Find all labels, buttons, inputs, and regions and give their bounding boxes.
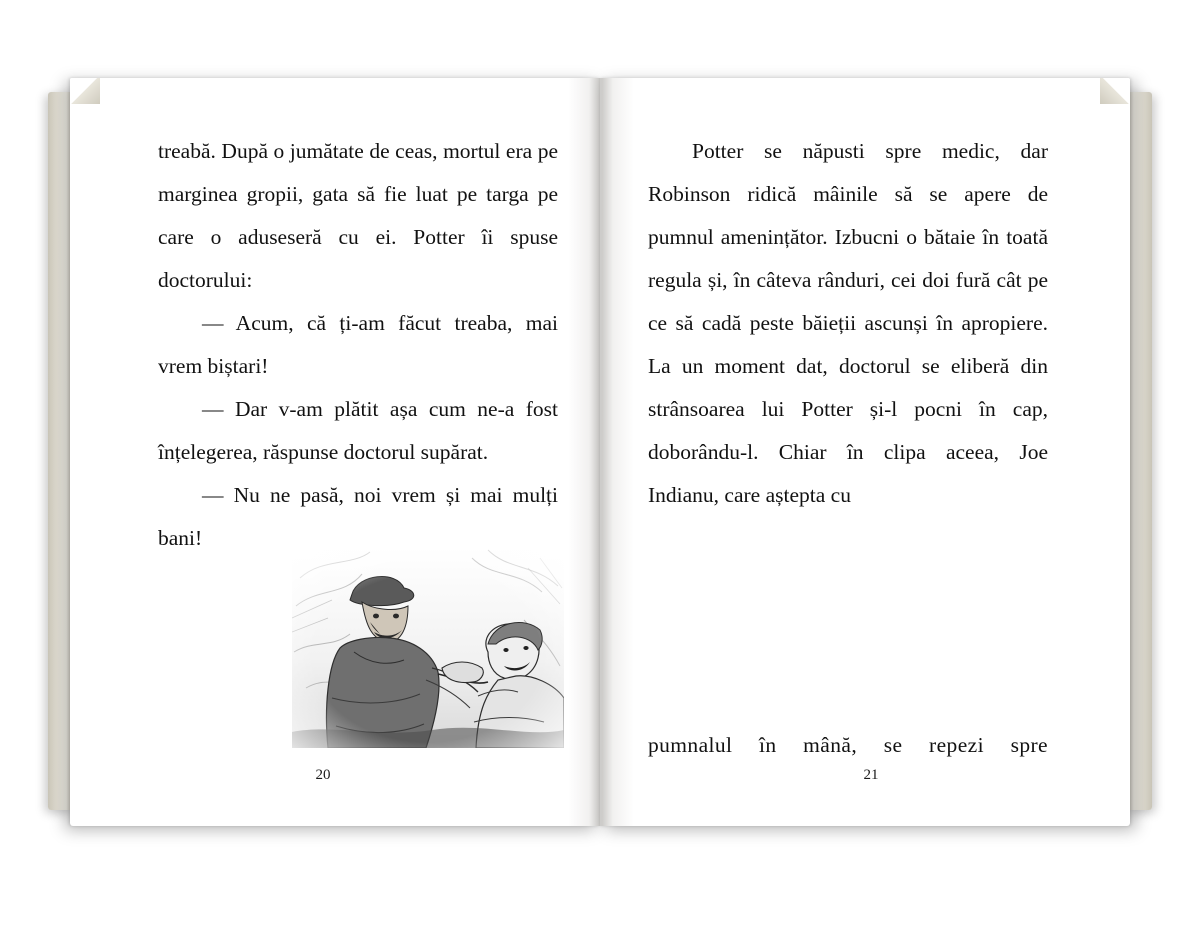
caption-word: mână, [803, 733, 858, 757]
paragraph: — Nu ne pasă, noi vrem și mai mulți bani! [158, 483, 558, 550]
two-men-struggling-illustration [292, 548, 564, 748]
caption-word: spre [1010, 733, 1048, 757]
right-page [600, 78, 1130, 826]
page-corner-fold-left [70, 78, 100, 104]
page-corner-fold-right [1100, 78, 1130, 104]
page-number-right: 21 [863, 767, 879, 783]
page-number-left: 20 [315, 767, 331, 783]
open-book [70, 78, 1130, 838]
caption-word: în [759, 733, 777, 757]
caption-word: pumnalul [648, 733, 733, 757]
right-page-text-column [648, 130, 1048, 517]
left-page [70, 78, 600, 826]
paragraph: — Dar v-am plătit așa cum ne-a fost înțelegerea, răspunse doctorul supărat. [158, 397, 558, 464]
paragraph: treabă. După o jumătate de ceas, mortul era pe marginea gropii, gata să fie luat pe targa pe care o aduseseră cu ei. Potter îi spuse doctorului: [158, 139, 558, 292]
paragraph: — Acum, că ți-am făcut treaba, mai vrem biștari! [158, 311, 558, 378]
caption-line [648, 733, 1048, 758]
left-page-text-column [158, 130, 558, 560]
caption-word: se [883, 733, 903, 757]
caption-word: repezi [929, 733, 984, 757]
paragraph: Potter se năpusti spre medic, dar Robinson ridică mâinile să se apere de pumnul amenințător. Izbucni o bătaie în toată regula și, în câteva rânduri, cei doi fură cât pe ce să cadă peste băieții ascunși în apropiere. La un moment dat, doctorul se eliberă din strânsoarea lui Potter și-l pocni în cap, doborându-l. Chiar în clipa aceea, Joe Indianu, care aștepta cu [648, 139, 1048, 507]
